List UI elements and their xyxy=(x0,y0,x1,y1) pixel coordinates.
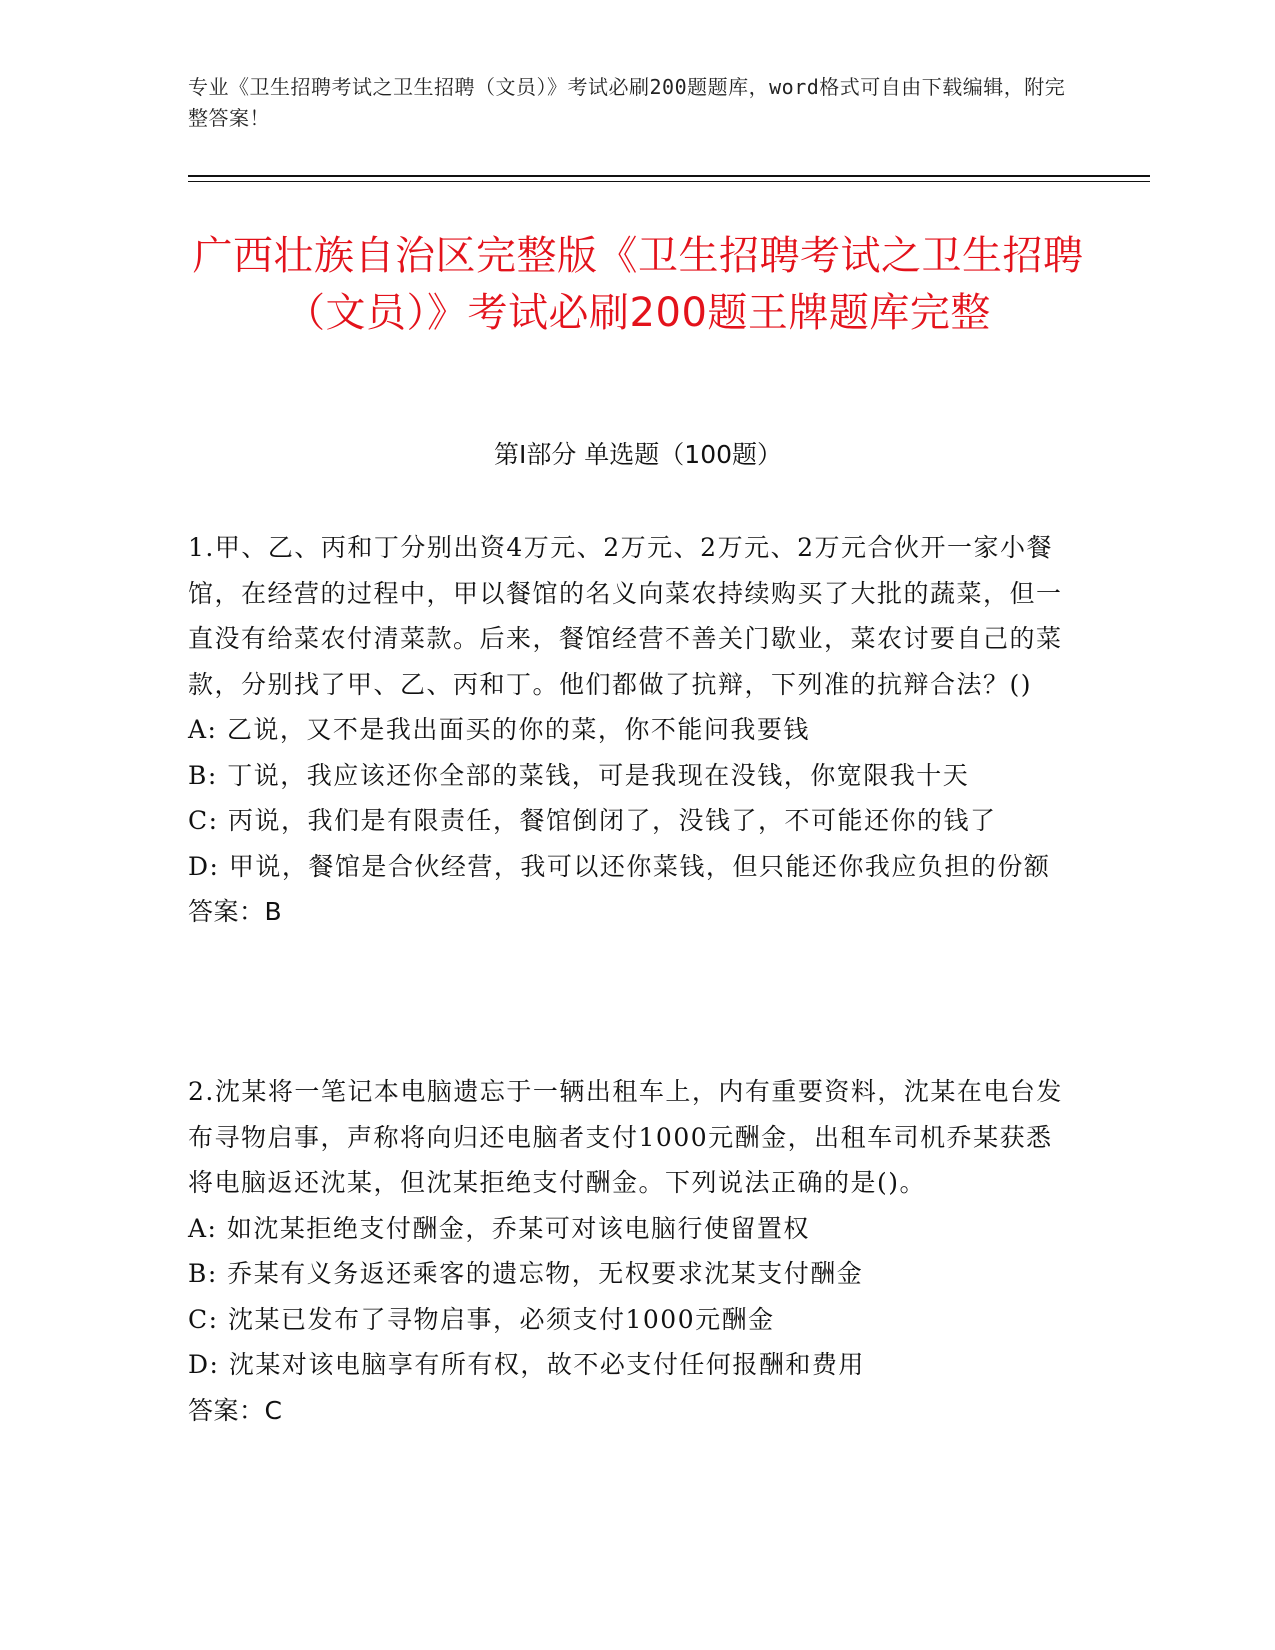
option-d: D: 甲说，餐馆是合伙经营，我可以还你菜钱，但只能还你我应负担的份额 xyxy=(188,851,1051,881)
question-stem: 2.沈某将一笔记本电脑遗忘于一辆出租车上，内有重要资料，沈某在电台发布寻物启事，声称将向归还电脑者支付1000元酬金，出租车司机乔某获悉将电脑返还沈某，但沈某拒绝支付酬金。下列说法正确的是()。 xyxy=(188,1077,1063,1197)
section-heading: 第I部分 单选题（100题） xyxy=(493,440,783,469)
option-a: A: 乙说，又不是我出面买的你的菜，你不能问我要钱 xyxy=(188,715,810,744)
question-2 xyxy=(188,1069,1068,1433)
option-c: C: 沈某已发布了寻物启事，必须支付1000元酬金 xyxy=(188,1304,775,1334)
header-divider-thick xyxy=(188,175,1150,177)
header-divider-thin xyxy=(188,181,1150,182)
option-c: C: 丙说，我们是有限责任，餐馆倒闭了，没钱了，不可能还你的钱了 xyxy=(188,806,997,835)
question-stem: 1.甲、乙、丙和丁分别出资4万元、2万元、2万元、2万元合伙开一家小餐馆，在经营的过程中，甲以餐馆的名义向菜农持续购买了大批的蔬菜，但一直没有给菜农付清菜款。后来，餐馆经营不善关门歇业，菜农讨要自己的菜款，分别找了甲、乙、丙和丁。他们都做了抗辩，下列准的抗辩合法？() xyxy=(188,533,1063,699)
option-a: A: 如沈某拒绝支付酬金，乔某可对该电脑行使留置权 xyxy=(188,1213,810,1243)
option-b: B: 乔某有义务返还乘客的遗忘物，无权要求沈某支付酬金 xyxy=(188,1259,864,1288)
answer: 答案：C xyxy=(188,1395,283,1425)
header-note: 专业《卫生招聘考试之卫生招聘（文员）》考试必刷200题题库，word格式可自由下载编辑，附完整答案！ xyxy=(188,75,1066,130)
question-1 xyxy=(188,525,1068,935)
answer: 答案：B xyxy=(188,897,283,926)
option-b: B: 丁说，我应该还你全部的菜钱，可是我现在没钱，你宽限我十天 xyxy=(188,760,970,790)
option-d: D: 沈某对该电脑享有所有权，故不必支付任何报酬和费用 xyxy=(188,1350,865,1379)
document-title: 广西壮族自治区完整版《卫生招聘考试之卫生招聘（文员）》考试必刷200题王牌题库完整 xyxy=(192,233,1084,336)
